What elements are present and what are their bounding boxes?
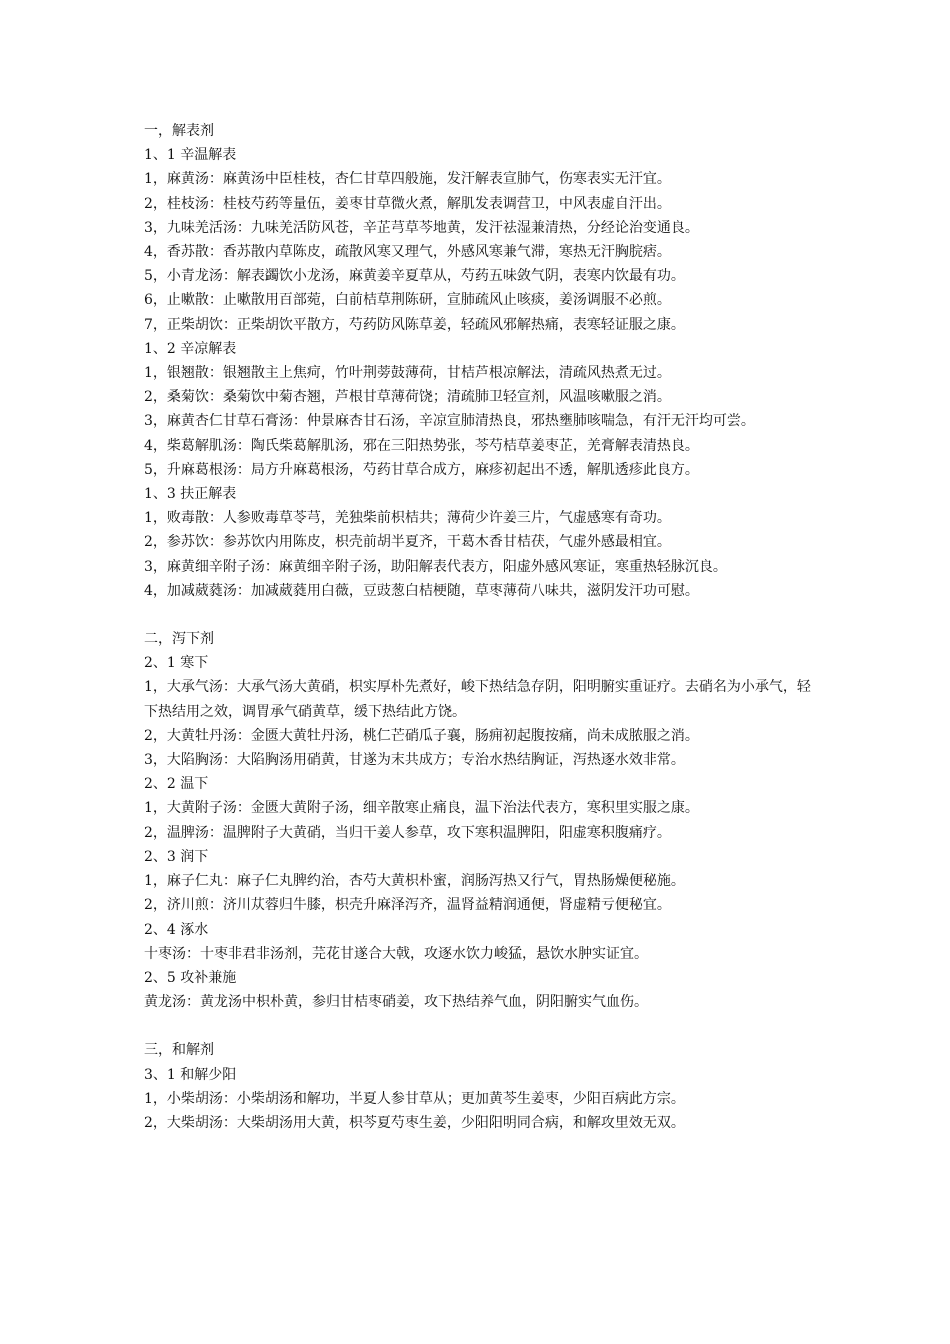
subsection-heading: 2、1 寒下 (144, 655, 209, 672)
formula-line: 2，桑菊饮：桑菊饮中菊杏翘，芦根甘草薄荷饶；清疏肺卫轻宣剂，风温咳嗽服之消。 (144, 389, 671, 406)
section-title: 一，解表剂 (144, 123, 214, 139)
formula-line: 3，麻黄细辛附子汤：麻黄细辛附子汤，助阳解表代表方，阳虚外感风寒证，寒重热轻脉沉良。 (144, 558, 727, 575)
section-spacer (144, 603, 814, 627)
formula-line: 1，大黄附子汤：金匮大黄附子汤，细辛散寒止痛良，温下治法代表方，寒积里实服之康。 (144, 800, 699, 817)
formula-line: 3，大陷胸汤：大陷胸汤用硝黄，甘遂为末共成方；专治水热结胸证，泻热逐水效非常。 (144, 752, 685, 769)
formula-line: 3，麻黄杏仁甘草石膏汤：仲景麻杏甘石汤，辛凉宣肺清热良，邪热壅肺咳喘急，有汗无汗均可尝。 (144, 413, 755, 430)
formula-line: 1，败毒散：人参败毒草苓芎，羌独柴前枳桔共；薄荷少许姜三片，气虚感寒有奇功。 (144, 510, 671, 527)
subsection-heading: 3、1 和解少阳 (144, 1066, 237, 1083)
formula-line: 7，正柴胡饮：正柴胡饮平散方，芍药防风陈草姜，轻疏风邪解热痛，表寒轻证服之康。 (144, 316, 685, 333)
section-spacer (144, 1014, 814, 1038)
formula-line: 1，银翘散：银翘散主上焦疴，竹叶荆蒡鼓薄荷，甘桔芦根凉解法，清疏风热煮无过。 (144, 365, 671, 382)
formula-line: 5，升麻葛根汤：局方升麻葛根汤，芍药甘草合成方，麻疹初起出不透，解肌透疹此良方。 (144, 461, 699, 478)
formula-line: 3，九味羌活汤：九味羌活防风苍，辛芷芎草芩地黄，发汗祛湿兼清热，分经论治变通良。 (144, 219, 699, 236)
formula-line: 4，加减葳蕤汤：加减葳蕤用白薇，豆豉葱白桔梗随，草枣薄荷八味共，滋阴发汗功可慰。 (144, 582, 699, 599)
section-title: 三，和解剂 (144, 1042, 214, 1059)
subsection-heading: 2、5 攻补兼施 (144, 969, 237, 986)
formula-line: 2，大黄牡丹汤：金匮大黄牡丹汤，桃仁芒硝瓜子襄，肠痈初起腹按痛，尚未成脓服之消。 (144, 727, 699, 744)
formula-line: 1，小柴胡汤：小柴胡汤和解功，半夏人参甘草从；更加黄芩生姜枣，少阳百病此方宗。 (144, 1090, 685, 1107)
subsection-heading: 2、2 温下 (144, 776, 209, 793)
subsection-heading: 2、4 涿水 (144, 921, 209, 938)
formula-line: 2，大柴胡汤：大柴胡汤用大黄，枳芩夏芍枣生姜，少阳阳明同合病，和解攻里效无双。 (144, 1114, 685, 1131)
formula-line: 黄龙汤：黄龙汤中枳朴黄，参归甘桔枣硝姜，攻下热结养气血，阴阳腑实气血伤。 (144, 994, 648, 1011)
subsection-heading: 2、3 润下 (144, 848, 209, 865)
formula-line: 2，桂枝汤：桂枝芍药等量伍，姜枣甘草微火煮，解肌发表调营卫，中风表虚自汗出。 (144, 195, 671, 212)
formula-line: 1，大承气汤：大承气汤大黄硝，枳实厚朴先煮好，峻下热结急存阴，阳明腑实重证疗。去硝名为小承气，轻下热结用之效，调胃承气硝黄草，缓下热结此方饶。 (144, 679, 811, 720)
formula-line: 5，小青龙汤：解表蠲饮小龙汤，麻黄姜辛夏草从，芍药五味敛气阴，表寒内饮最有功。 (144, 268, 685, 285)
formula-line: 2，济川煎：济川苁蓉归牛膝，枳壳升麻泽泻齐，温肾益精润通便，肾虚精亏便秘宜。 (144, 897, 671, 914)
formula-line: 1，麻子仁丸：麻子仁丸脾约治，杏芍大黄枳朴蜜，润肠泻热又行气，胃热肠燥便秘施。 (144, 873, 685, 890)
formula-line: 2，参苏饮：参苏饮内用陈皮，枳壳前胡半夏齐，干葛木香甘桔茯，气虚外感最相宜。 (144, 534, 671, 551)
section-title: 二，泻下剂 (144, 631, 214, 648)
formula-line: 6，止嗽散：止嗽散用百部菀，白前桔草荆陈研，宣肺疏风止咳痰，姜汤调服不必煎。 (144, 292, 671, 309)
formula-line: 十枣汤：十枣非君非汤剂，芫花甘遂合大戟，攻逐水饮力峻猛，悬饮水肿实证宜。 (144, 945, 648, 962)
formula-line: 1，麻黄汤：麻黄汤中臣桂枝，杏仁甘草四般施，发汗解表宣肺气，伤寒表实无汗宜。 (144, 171, 671, 188)
subsection-heading: 1、2 辛凉解表 (144, 340, 237, 357)
subsection-heading: 1、3 扶正解表 (144, 486, 237, 503)
subsection-heading: 1、1 辛温解表 (144, 147, 237, 164)
formula-line: 2，温脾汤：温脾附子大黄硝，当归干姜人参草，攻下寒积温脾阳，阳虚寒积腹痛疗。 (144, 824, 671, 841)
formula-line: 4，柴葛解肌汤：陶氏柴葛解肌汤，邪在三阳热势张，芩芍桔草姜枣芷，羌膏解表清热良。 (144, 437, 699, 454)
document-page (144, 119, 814, 1135)
formula-line: 4，香苏散：香苏散内草陈皮，疏散风寒又理气，外感风寒兼气滞，寒热无汗胸脘痞。 (144, 244, 671, 261)
